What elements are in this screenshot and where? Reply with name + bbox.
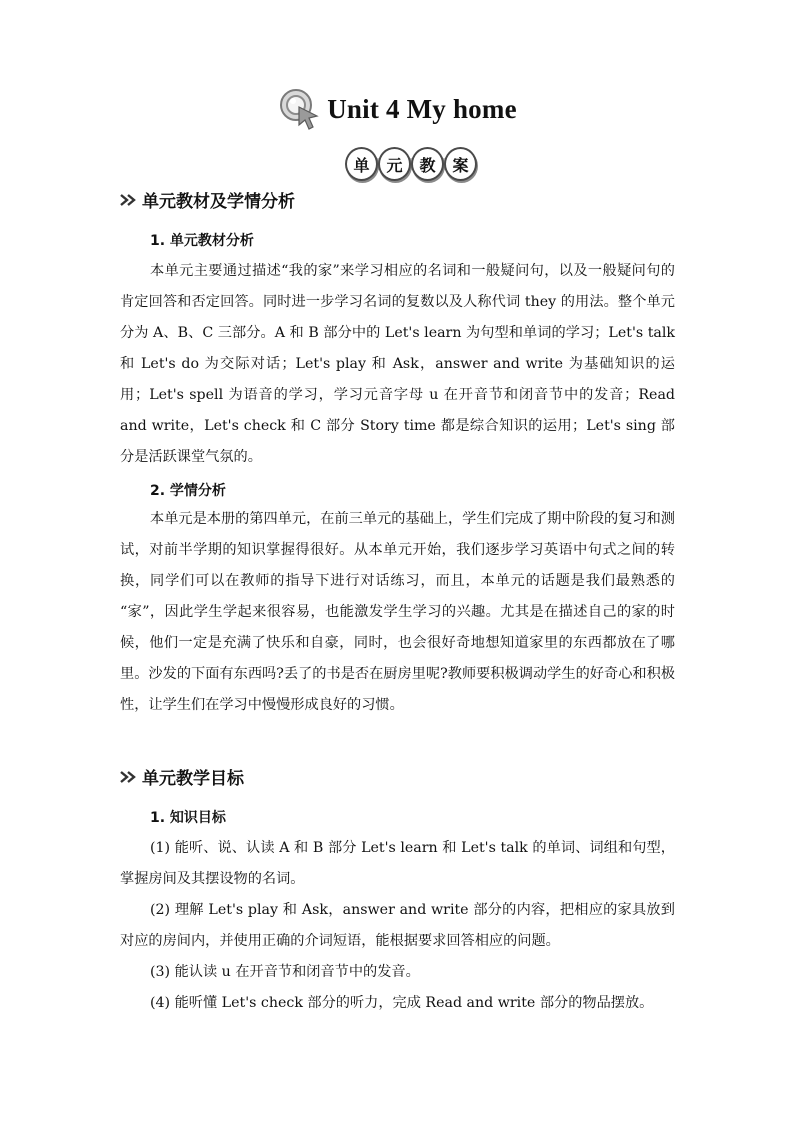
goal-item: (2) 理解 Let's play 和 Ask，answer and write 部分的内容，把相应的家具放到对应的房间内，并使用正确的介词短语，能根据要求回答相应的问题。 — [120, 902, 675, 949]
badge-char: 单 — [345, 147, 378, 181]
paragraph-student-analysis: 本单元是本册的第四单元，在前三单元的基础上，学生们完成了期中阶段的复习和测试，对前半学期的知识掌握得很好。从本单元开始，我们逐步学习英语中句式之间的转换，同学们可以在教师的指导下进行对话练习，而且，本单元的话题是我们最熟悉的 “家”，因此学生学起来很容易，也能激发学生学习的兴趣。尤其是在描述自己的家的时候，他们一定是充满了快乐和自豪，同时，也会很好奇地想知道家里的东西都放在了哪里。沙发的下面有东西吗?丢了的书是否在厨房里呢?教师要积极调动学生的好奇心和积极性，让学生们在学习中慢慢形成良好的习惯。 — [120, 511, 675, 713]
goal-item: (1) 能听、说、认读 A 和 B 部分 Let's learn 和 Let's talk 的单词、词组和句型，掌握房间及其摆设物的名词。 — [120, 840, 675, 887]
magnifier-cursor-icon — [277, 86, 323, 132]
sub-heading-material-analysis: 1. 单元教材分析 — [150, 233, 254, 249]
page-title: Unit 4 My home — [327, 93, 517, 124]
sub-heading-knowledge-goals: 1. 知识目标 — [150, 810, 226, 826]
section-heading-analysis — [120, 187, 295, 212]
sub-heading-student-analysis: 2. 学情分析 — [150, 483, 226, 499]
section-heading-text: 单元教材及学情分析 — [142, 192, 295, 212]
badge-char: 元 — [378, 147, 411, 181]
double-chevron-icon — [120, 193, 140, 207]
goal-item: (3) 能认读 u 在开音节和闭音节中的发音。 — [150, 964, 420, 980]
double-chevron-icon — [120, 770, 140, 784]
badge-char: 教 — [411, 147, 444, 181]
goal-item: (4) 能听懂 Let's check 部分的听力，完成 Read and write 部分的物品摆放。 — [150, 995, 654, 1011]
section-heading-goals — [120, 764, 244, 789]
unit-plan-badge — [345, 144, 477, 184]
badge-char: 案 — [444, 147, 477, 181]
paragraph-material-analysis: 本单元主要通过描述“我的家”来学习相应的名词和一般疑问句，以及一般疑问句的肯定回答和否定回答。同时进一步学习名词的复数以及人称代词 they 的用法。整个单元分为 A、B、C 三部分。A 和 B 部分中的 Let's learn 为句型和单词的学习；Let's talk 和 Let's do 为交际对话；Let's play 和 Ask，answer and write 为基础知识的运用；Let's spell 为语音的学习，学习元音字母 u 在开音节和闭音节中的发音；Read and write，Let's check 和 C 部分 Story time 都是综合知识的运用；Let's sing 部分是活跃课堂气氛的。 — [120, 263, 675, 465]
title-row — [0, 86, 794, 132]
section-heading-text: 单元教学目标 — [142, 769, 244, 789]
